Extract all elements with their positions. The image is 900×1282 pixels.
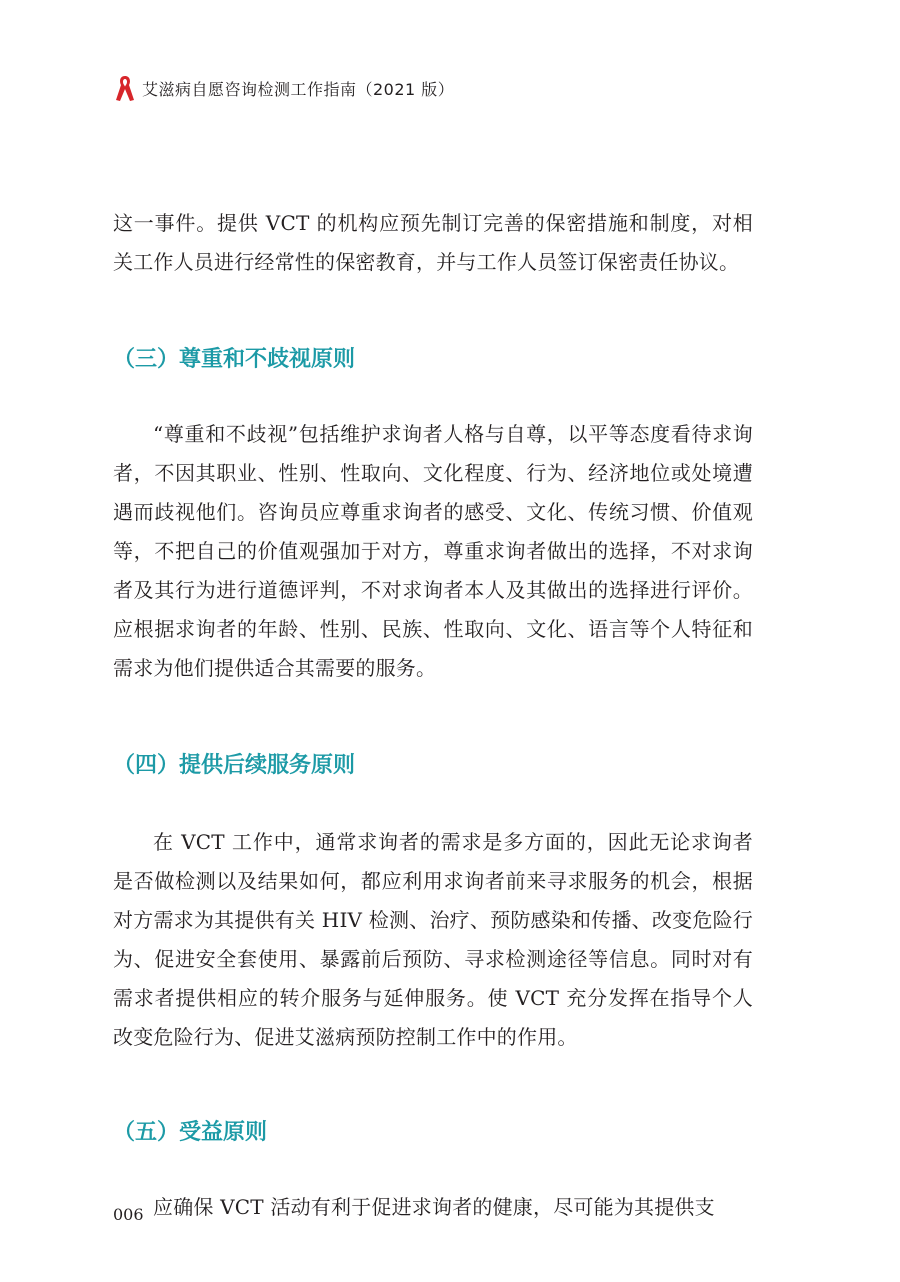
running-header: [114, 76, 454, 100]
page-body: [113, 204, 753, 1227]
paragraph-respect-nondiscrimination: “尊重和不歧视”包括维护求询者人格与自尊，以平等态度看待求询者，不因其职业、性别、性取向、文化程度、行为、经济地位或处境遭遇而歧视他们。咨询员应尊重求询者的感受、文化、传统习惯、价值观等，不把自己的价值观强加于对方，尊重求询者做出的选择，不对求询者及其行为进行道德评判，不对求询者本人及其做出的选择进行评价。应根据求询者的年龄、性别、民族、性取向、文化、语言等个人特征和需求为他们提供适合其需要的服务。: [113, 422, 753, 680]
header-title: 艾滋病自愿咨询检测工作指南（2021 版）: [142, 79, 455, 99]
section-heading-beneficence: （五）受益原则: [113, 1120, 268, 1145]
paragraph-confidentiality-continued: 这一事件。提供 VCT 的机构应预先制订完善的保密措施和制度，对相关工作人员进行经常性的保密教育，并与工作人员签订保密责任协议。: [113, 211, 753, 274]
page-number: 006: [113, 1205, 144, 1224]
paragraph-follow-up-services: 在 VCT 工作中，通常求询者的需求是多方面的，因此无论求询者是否做检测以及结果如何，都应利用求询者前来寻求服务的机会，根据对方需求为其提供有关 HIV 检测、治疗、预防感染和传播、改变危险行为、促进安全套使用、暴露前后预防、寻求检测途径等信息。同时对有需求者提供相应的转介服务与延伸服务。使 VCT 充分发挥在指导个人改变危险行为、促进艾滋病预防控制工作中的作用。: [113, 830, 753, 1049]
section-heading-follow-up-services: （四）提供后续服务原则: [113, 753, 356, 778]
paragraph-beneficence: 应确保 VCT 活动有利于促进求询者的健康，尽可能为其提供支: [153, 1195, 715, 1219]
red-ribbon-icon: [114, 74, 136, 102]
section-heading-respect-nondiscrimination: （三）尊重和不歧视原则: [113, 347, 356, 372]
